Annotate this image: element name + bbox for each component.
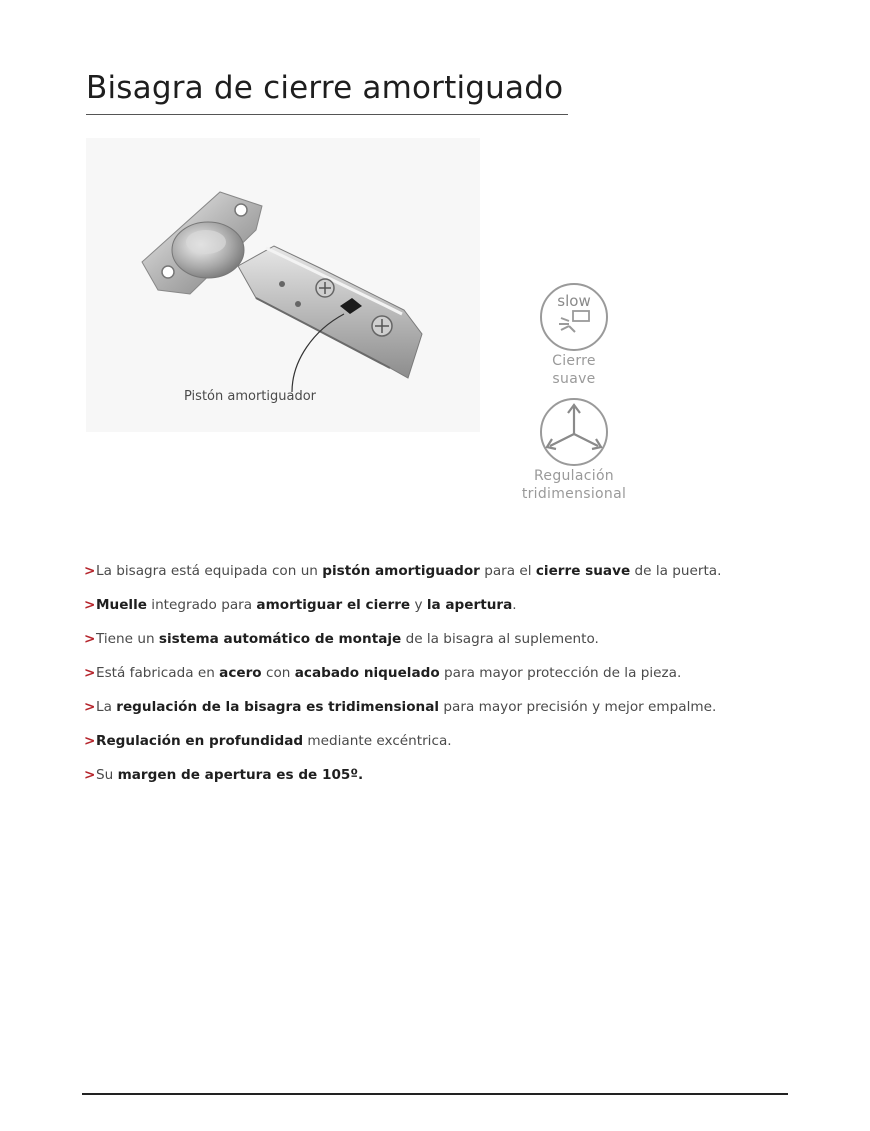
- bullet-text: integrado para: [146, 597, 257, 613]
- list-item: [84, 562, 724, 581]
- footer-divider: [82, 1093, 788, 1095]
- bullet-arrow-icon: >: [84, 631, 96, 647]
- piston-caption: Pistón amortiguador: [184, 389, 317, 404]
- list-item: [84, 664, 724, 683]
- list-item: [84, 630, 724, 649]
- bullet-arrow-icon: >: [84, 665, 96, 681]
- hinge-illustration: [86, 138, 480, 432]
- page-title: Bisagra de cierre amortiguado: [86, 70, 564, 106]
- bullet-text: La bisagra está equipada con un: [96, 563, 323, 579]
- list-item: [84, 766, 724, 785]
- bullet-text: de la bisagra al suplemento.: [401, 631, 599, 647]
- 3d-adjust-label-line2: tridimensional: [521, 486, 627, 502]
- bullet-bold-text: acabado niquelado: [294, 665, 440, 681]
- bullet-bold-text: pistón amortiguador: [322, 563, 480, 579]
- bullet-bold-text: amortiguar el cierre: [256, 597, 411, 613]
- bullet-arrow-icon: >: [84, 767, 96, 783]
- bullet-text: .: [512, 597, 517, 613]
- bullet-bold-text: margen de apertura es de 105º.: [117, 767, 364, 783]
- slow-icon-text: slow: [557, 292, 591, 310]
- list-item: [84, 596, 724, 615]
- bullet-text: Tiene un: [96, 631, 159, 647]
- bullet-text: para mayor precisión y mejor empalme.: [439, 699, 717, 715]
- bullet-text: para el: [479, 563, 536, 579]
- bullet-text: Está fabricada en: [96, 665, 220, 681]
- bullet-bold-text: cierre suave: [535, 563, 631, 579]
- bullet-arrow-icon: >: [84, 597, 96, 613]
- bullet-arrow-icon: >: [84, 563, 96, 579]
- soft-close-label-line1: Cierre: [552, 353, 596, 369]
- bullet-text: y: [410, 597, 427, 613]
- feature-label-3d-adjust: [504, 467, 644, 503]
- 3d-adjust-icon: [539, 397, 609, 467]
- bullet-bold-text: sistema automático de montaje: [158, 631, 402, 647]
- bullet-arrow-icon: >: [84, 733, 96, 749]
- bullet-text: Su: [96, 767, 118, 783]
- bullet-text: para mayor protección de la pieza.: [439, 665, 682, 681]
- feature-list: [84, 562, 724, 800]
- bullet-text: de la puerta.: [630, 563, 722, 579]
- 3d-adjust-label-line1: Regulación: [534, 468, 614, 484]
- bullet-text: mediante excéntrica.: [303, 733, 452, 749]
- bullet-arrow-icon: >: [84, 699, 96, 715]
- hinge-photo: [86, 138, 480, 432]
- bullet-bold-text: la apertura: [426, 597, 513, 613]
- feature-label-soft-close: [504, 352, 644, 388]
- title-underline: [86, 114, 568, 115]
- bullet-text: La: [96, 699, 117, 715]
- bullet-bold-text: Regulación en profundidad: [96, 733, 304, 749]
- bullet-bold-text: Muelle: [96, 597, 147, 613]
- bullet-bold-text: acero: [219, 665, 262, 681]
- list-item: [84, 698, 724, 717]
- slow-close-icon: [539, 282, 609, 352]
- bullet-text: con: [261, 665, 295, 681]
- soft-close-label-line2: suave: [552, 371, 596, 387]
- list-item: [84, 732, 724, 751]
- bullet-bold-text: regulación de la bisagra es tridimensional: [116, 699, 440, 715]
